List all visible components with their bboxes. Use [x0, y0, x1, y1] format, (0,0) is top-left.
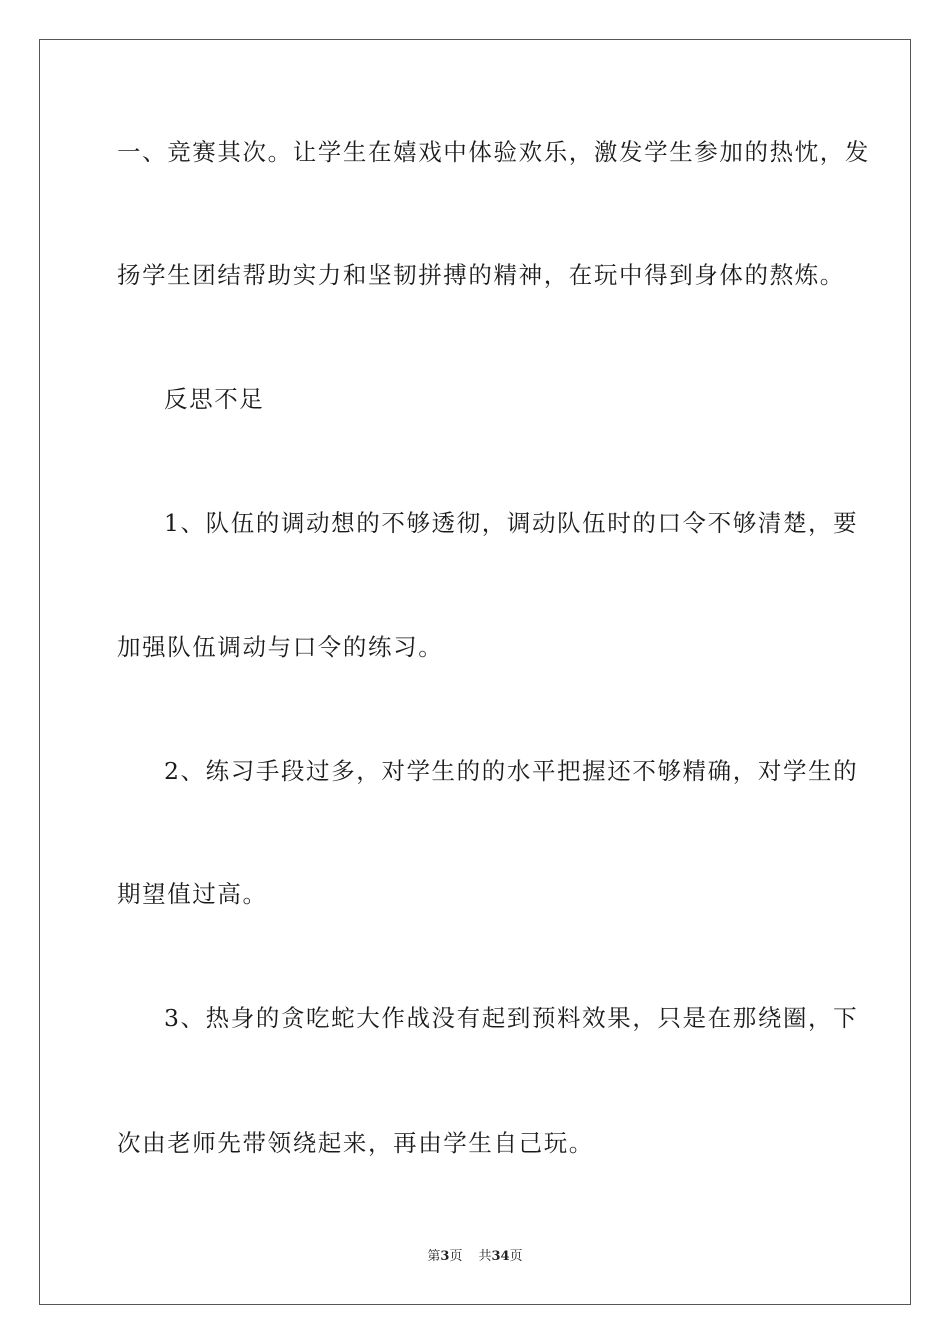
- paragraph-line: 加强队伍调动与口令的练习。: [117, 633, 444, 661]
- paragraph-line: 次由老师先带领绕起来，再由学生自己玩。: [117, 1129, 594, 1157]
- page-border: [39, 39, 911, 1305]
- paragraph-line: 扬学生团结帮助实力和坚韧拼搏的精神，在玩中得到身体的熬炼。: [117, 261, 845, 289]
- page-number: 3: [440, 1249, 450, 1264]
- page-prefix: 第: [427, 1249, 441, 1264]
- page-footer: [0, 1248, 950, 1266]
- paragraph-line: 期望值过高。: [117, 880, 268, 908]
- total-prefix: 共: [478, 1249, 492, 1264]
- section-heading: 反思不足: [164, 385, 265, 413]
- paragraph-line: 一、竞赛其次。让学生在嬉戏中体验欢乐，激发学生参加的热忱，发: [117, 138, 870, 166]
- total-suffix: 页: [509, 1249, 523, 1264]
- total-pages: 34: [491, 1249, 510, 1264]
- paragraph-line: 1、队伍的调动想的不够透彻，调动队伍时的口令不够清楚，要: [164, 509, 859, 537]
- paragraph-line: 2、练习手段过多，对学生的的水平把握还不够精确，对学生的: [164, 757, 859, 785]
- paragraph-line: 3、热身的贪吃蛇大作战没有起到预料效果，只是在那绕圈，下: [164, 1004, 859, 1032]
- page-suffix: 页: [449, 1249, 463, 1264]
